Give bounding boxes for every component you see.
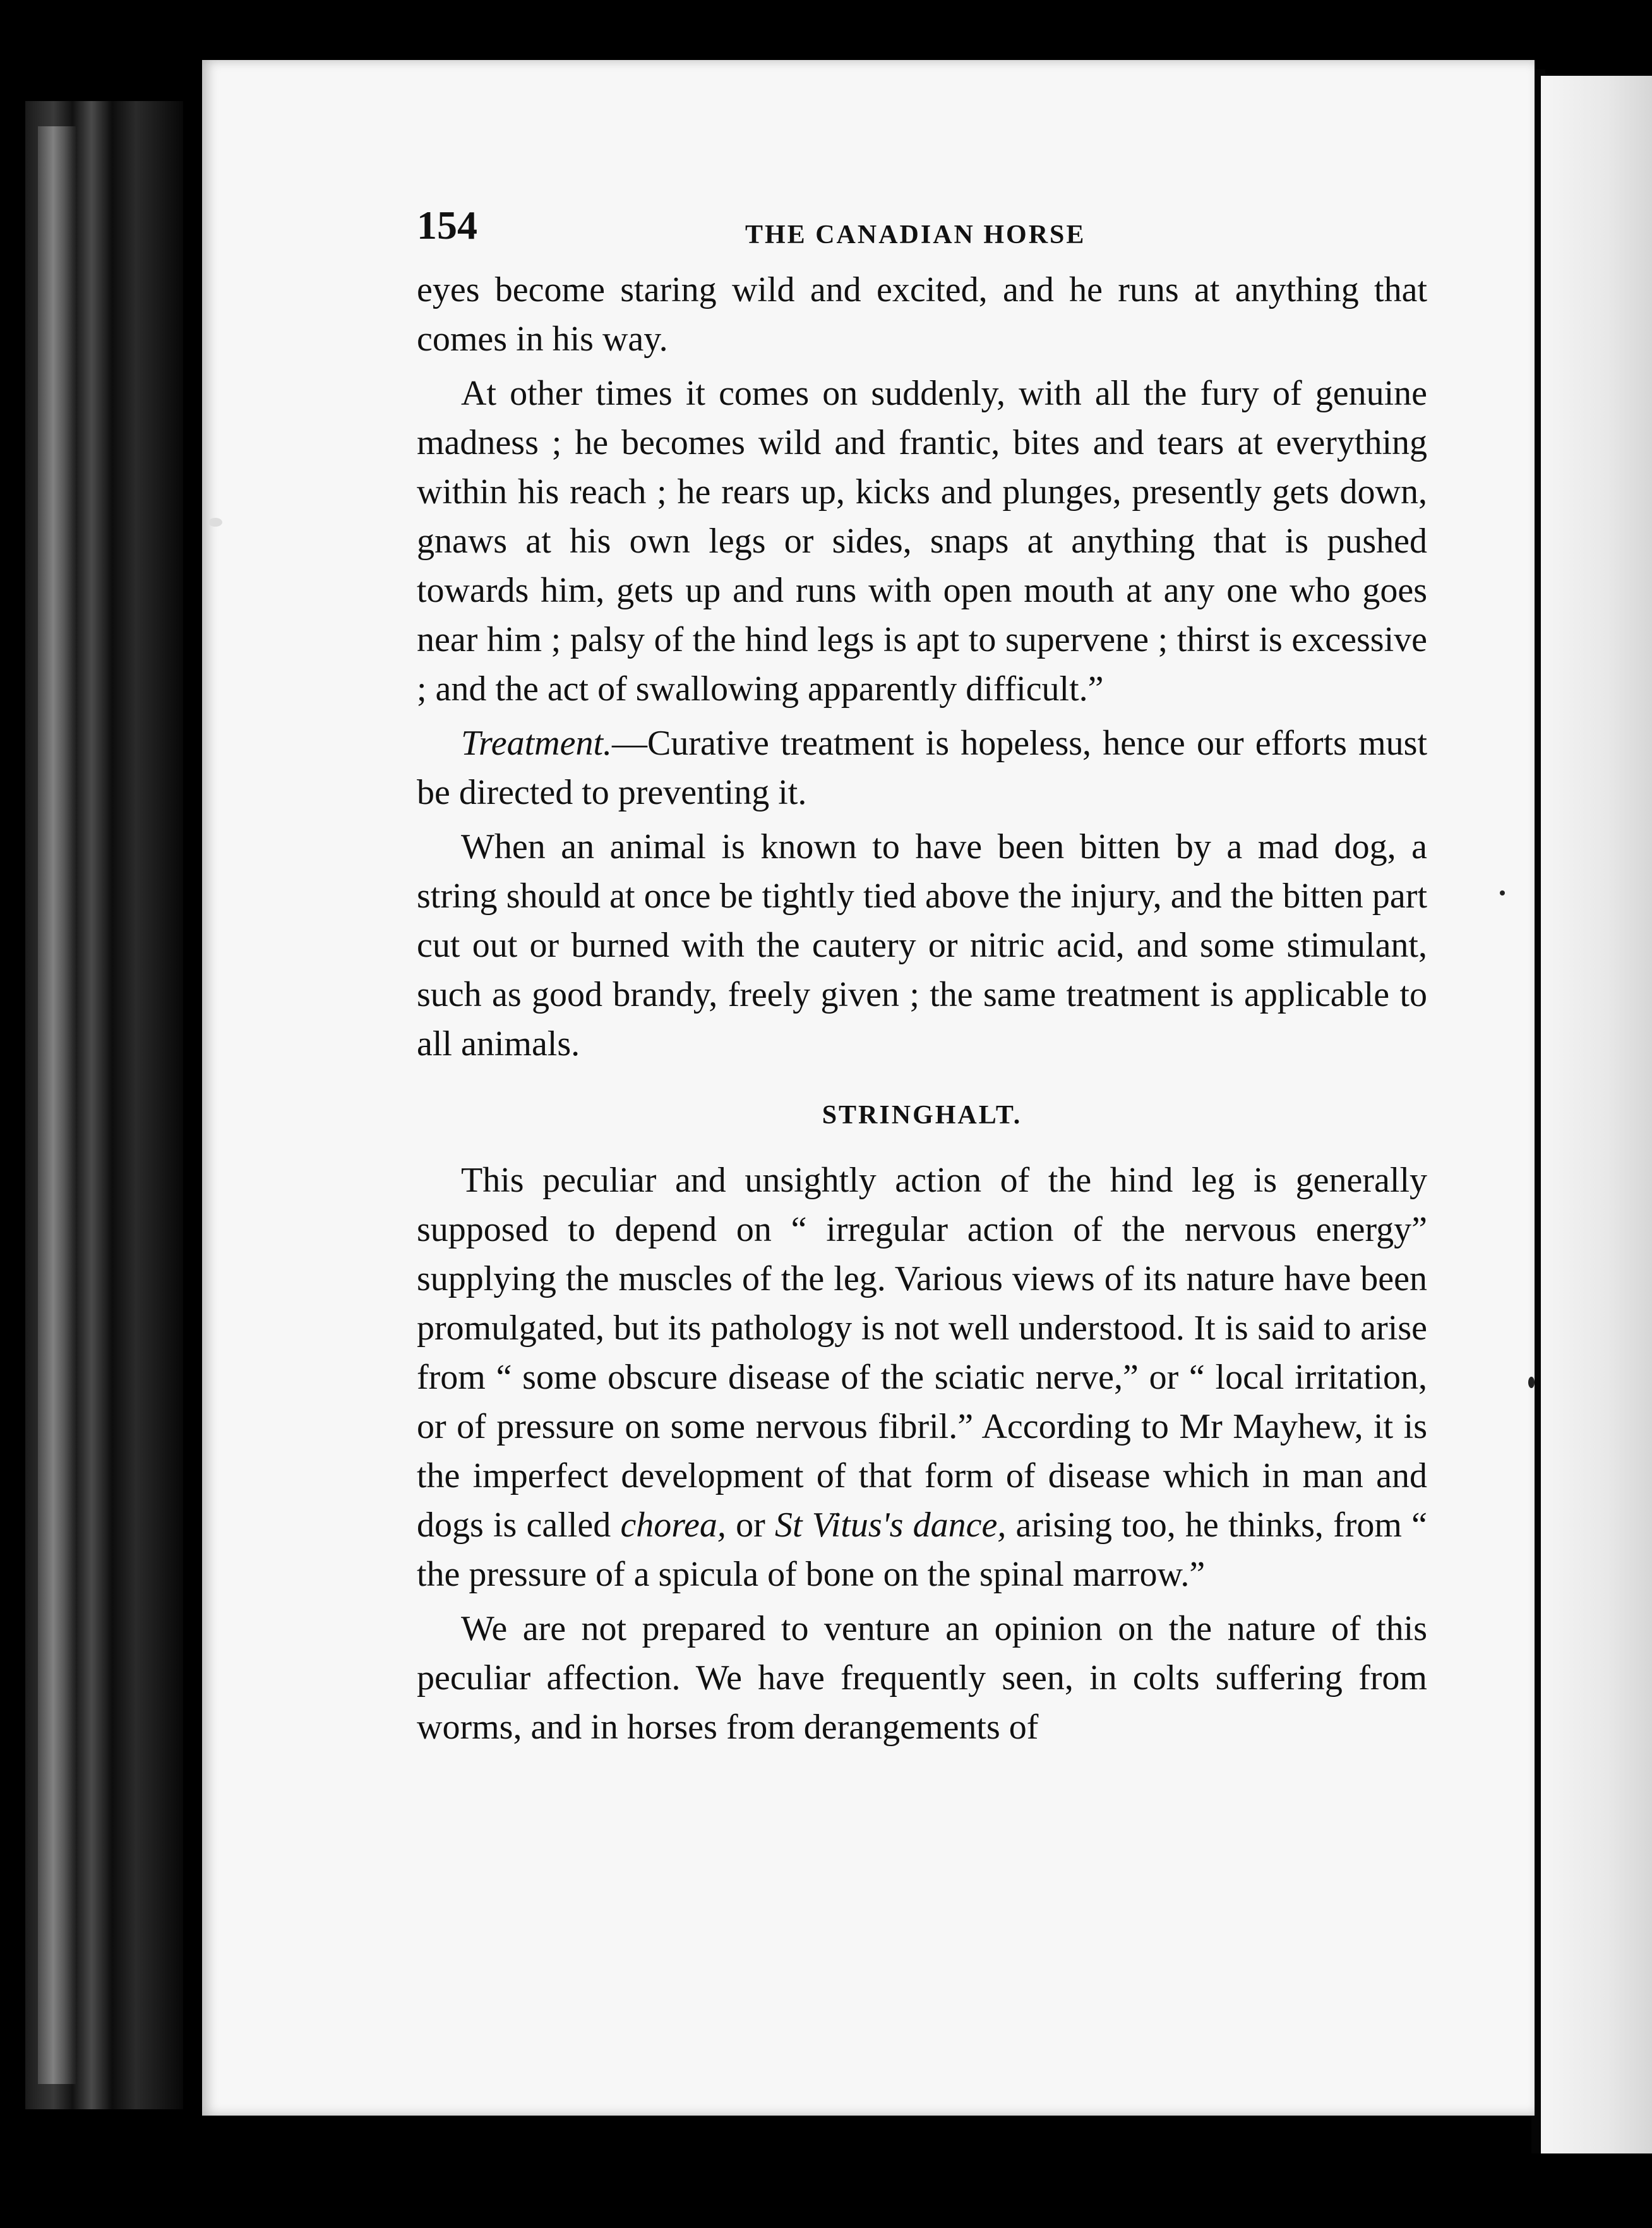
section-heading-stringhalt: STRINGHALT.: [822, 1101, 1022, 1130]
scan-speck: [208, 518, 222, 527]
paragraph-opinion: We are not prepared to venture an opinion on the nature of this peculiar affection. We have frequently seen, in colts suffering from worms, and in horses from derangements of: [417, 1609, 1427, 1747]
page-number: 154: [417, 203, 477, 248]
paragraph-treatment: [417, 719, 1427, 817]
paragraph-madness: At other times it comes on suddenly, with all the fury of genuine madness ; he becomes wild and frantic, bites and tears at everything within his reach ; he rears up, kicks and plunges, presently gets down, gnaws at his own legs or sides, snaps at anything that is pushed towards him, gets up and runs with open mouth at any one who goes near him ; palsy of the hind legs is apt to supervene ; thirst is excessive ; and the act of swallowing apparently difficult.”: [417, 374, 1427, 709]
paragraph-bitten: When an animal is known to have been bitten by a mad dog, a string should at once be tightly tied above the injury, and the bitten part cut out or burned with the cautery or nitric acid, and some stimulant, such as good brandy, freely given ; the same treatment is applicable to all animals.: [417, 827, 1427, 1063]
page-content: [417, 202, 1427, 1752]
treatment-text: —Curative treatment is hopeless, hence our efforts must be directed to preventing it.: [417, 724, 1427, 812]
running-title: THE CANADIAN HORSE: [745, 220, 1086, 249]
treatment-label: Treatment.: [461, 724, 613, 763]
book-spine-highlight: [38, 126, 76, 2084]
scan-speck: [1528, 1377, 1535, 1388]
term-st-vitus-dance: St Vitus's dance,: [774, 1506, 1007, 1545]
running-head: [417, 202, 1427, 265]
scan-speck: [1500, 890, 1505, 895]
paragraph-stringhalt: [417, 1156, 1427, 1599]
paragraph-continued: eyes become staring wild and excited, and he runs at anything that comes in his way.: [417, 270, 1427, 359]
body-text: [417, 265, 1427, 1752]
term-chorea: chorea,: [620, 1506, 726, 1545]
stringhalt-text-or: or: [726, 1506, 775, 1545]
stringhalt-text-b: arising too, he thinks, from “ the pressure of a spicula of bone on the spinal marrow.”: [417, 1506, 1428, 1594]
facing-page-edge: [1541, 76, 1652, 2153]
stringhalt-text-a: This peculiar and unsightly action of the hind leg is generally supposed to depend on “ irregular action of the nervous energy” supplying the muscles of the leg. Various views of its nature have been promulgated, but its pathology is not well understood. It is said to arise from “ some obscure disease of the sciatic nerve,” or “ local irritation, or of pressure on some nervous fibril.” According to Mr Mayhew, it is the imperfect development of that form of disease which in man and dogs is called: [417, 1161, 1427, 1545]
